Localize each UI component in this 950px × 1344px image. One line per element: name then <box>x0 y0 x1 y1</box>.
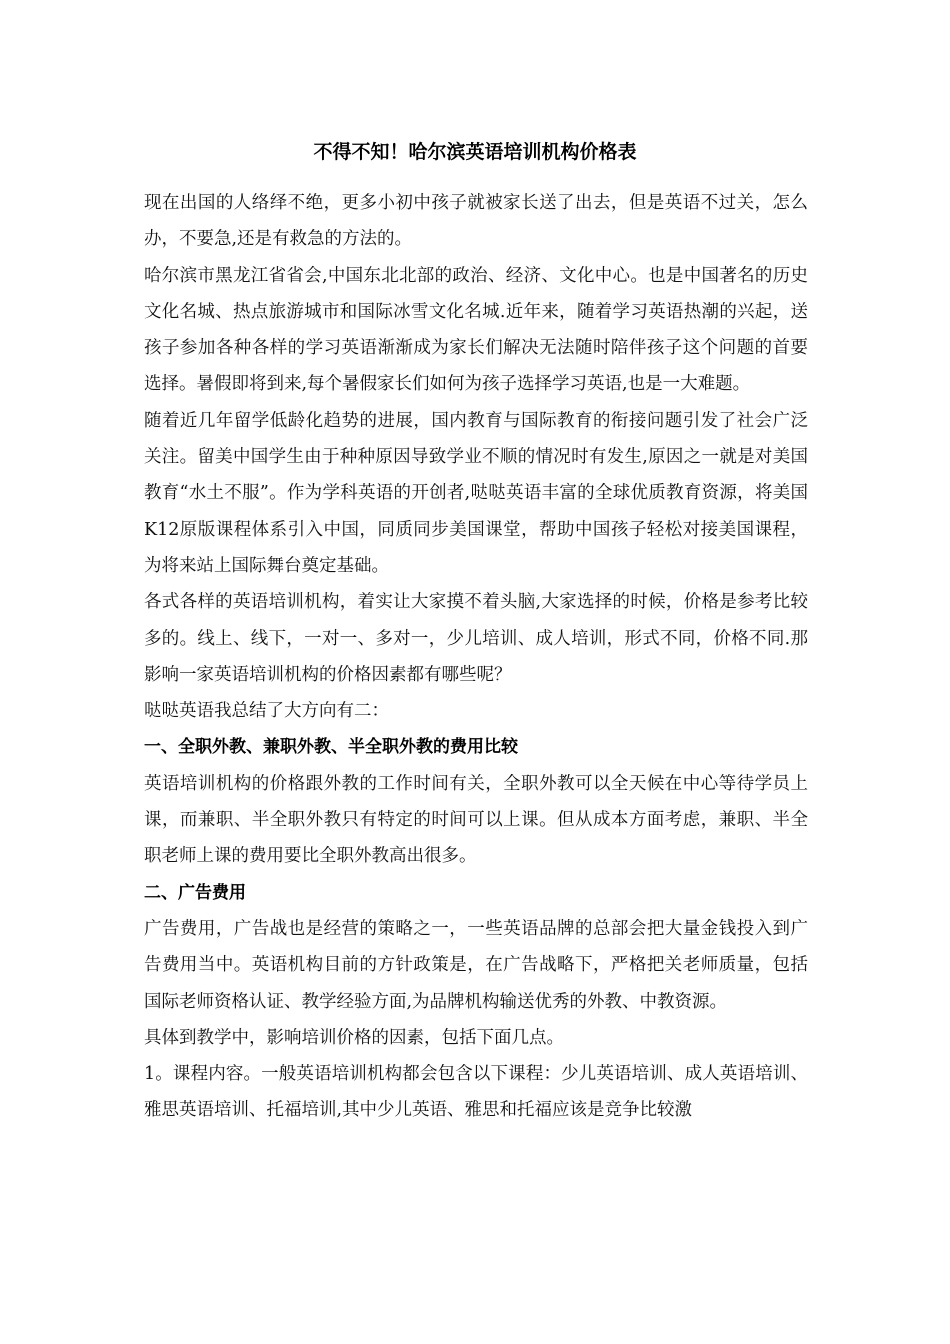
paragraph-summary: 哒哒英语我总结了大方向有二： <box>144 701 389 722</box>
paragraph-harbin: 哈尔滨市黑龙江省省会,中国东北北部的政治、经济、文化中心。也是中国著名的历史文化名城、热点旅游城市和国际冰雪文化名城.近年来，随着学习英语热潮的兴起，送孩子参加各种各样的学习英语渐渐成为家长们解决无法随时陪伴孩子这个问题的首要选择。暑假即将到来,每个暑假家长们如何为孩子选择学习英语,也是一大难题。 <box>144 265 808 395</box>
paragraph-intro: 现在出国的人络绎不绝，更多小初中孩子就被家长送了出去，但是英语不过关，怎么办，不要急,还是有救急的方法的。 <box>144 193 808 250</box>
section-heading-advertising: 二、广告费用 <box>144 882 246 903</box>
document-body <box>144 185 808 1129</box>
paragraph-trend: 随着近几年留学低龄化趋势的进展，国内教育与国际教育的衔接问题引发了社会广泛关注。留美中国学生由于种种原因导致学业不顺的情况时有发生,原因之一就是对美国教育“水土不服”。作为学科英语的开创者,哒哒英语丰富的全球优质教育资源，将美国K12原版课程体系引入中国，同质同步美国课堂，帮助中国孩子轻松对接美国课程，为将来站上国际舞台奠定基础。 <box>144 410 808 576</box>
paragraph-advertising: 广告费用，广告战也是经营的策略之一，一些英语品牌的总部会把大量金钱投入到广告费用当中。英语机构目前的方针政策是，在广告战略下，严格把关老师质量，包括国际老师资格认证、教学经验方面,为品牌机构输送优秀的外教、中教资源。 <box>144 918 808 1012</box>
paragraph-course-content: 1。课程内容。一般英语培训机构都会包含以下课程：少儿英语培训、成人英语培训、雅思英语培训、托福培训,其中少儿英语、雅思和托福应该是竞争比较激 <box>144 1064 808 1121</box>
paragraph-teaching-factors: 具体到教学中，影响培训价格的因素，包括下面几点。 <box>144 1027 564 1048</box>
paragraph-teachers: 英语培训机构的价格跟外教的工作时间有关，全职外教可以全天候在中心等待学员上课，而兼职、半全职外教只有特定的时间可以上课。但从成本方面考虑，兼职、半全职老师上课的费用要比全职外教高出很多。 <box>144 773 808 867</box>
section-heading-teachers: 一、全职外教、兼职外教、半全职外教的费用比较 <box>144 737 518 758</box>
document-title: 不得不知！哈尔滨英语培训机构价格表 <box>313 141 637 163</box>
paragraph-price-factors: 各式各样的英语培训机构，着实让大家摸不着头脑,大家选择的时候，价格是参考比较多的。线上、线下，一对一、多对一，少儿培训、成人培训，形式不同，价格不同.那影响一家英语培训机构的价格因素都有哪些呢？ <box>144 592 808 685</box>
